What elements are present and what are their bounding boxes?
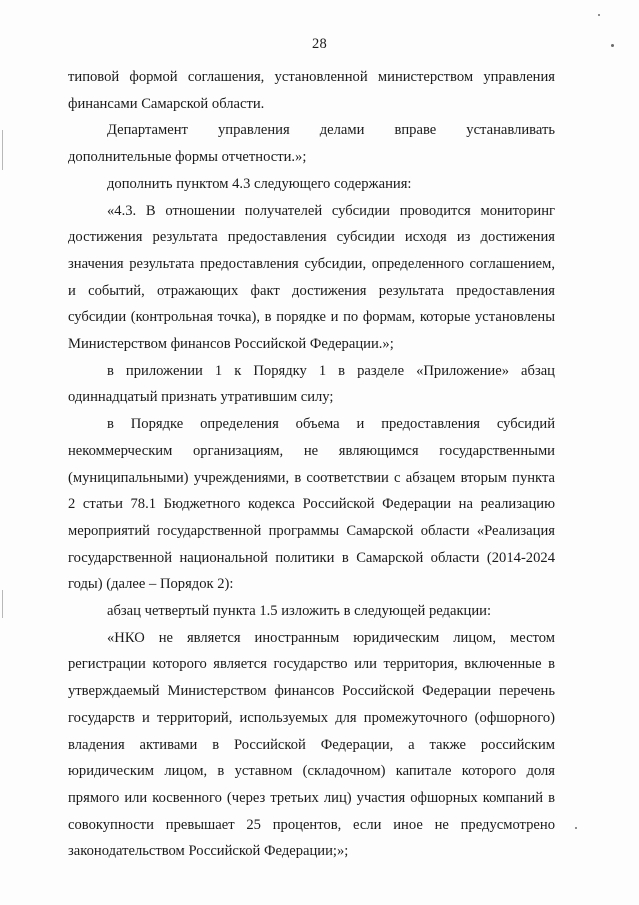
paragraph-add-clause: дополнить пунктом 4.3 следующего содержания: xyxy=(107,175,412,192)
paragraph-procedure-2: в Порядке определения объема и предоставления субсидий некоммерческим организациям, не являющимся государственными (муниципальными) учреждениями, в соответствии с абзацем вторым пункта 2 статьи 78.1 Бюджетного кодекса Российской Федерации на реализацию мероприятий государственной программы Самарской области «Реализация государственной национальной политики в Самарской области (2014-2024 годы) (далее – Порядок 2): xyxy=(68,416,555,593)
paragraph-appendix-1: в приложении 1 к Порядку 1 в разделе «Приложение» абзац одиннадцатый признать утратившим силу; xyxy=(68,362,555,406)
scan-speck xyxy=(598,14,600,16)
paragraph-continuation: типовой формой соглашения, установленной министерством управления финансами Самарской области. xyxy=(68,69,555,112)
scan-speck xyxy=(575,827,577,829)
paragraph-nko-offshore: «НКО не является иностранным юридическим лицом, местом регистрации которого является государство или территория, включенные в утверждаемый Министерством финансов Российской Федерации перечень государств и территорий, используемых для промежуточного (офшорного) владения активами в Российской Федерации, а также российским юридическим лицом, в уставном (складочном) капитале которого доля прямого или косвенного (через третьих лиц) участия офшорных компаний в совокупности превышает 25 процентов, если иное не предусмотрено законодательством Российской Федерации;»; xyxy=(68,629,555,860)
page-number: 28 xyxy=(312,36,327,52)
paragraph-department-forms: Департамент управления делами вправе устанавливать дополнительные формы отчетности.»; xyxy=(68,122,555,166)
document-body xyxy=(68,64,555,865)
scan-speck xyxy=(611,44,614,47)
scan-edge-mark xyxy=(2,130,3,170)
scan-edge-mark xyxy=(2,590,3,618)
paragraph-clause-1-5: абзац четвертый пункта 1.5 изложить в следующей редакции: xyxy=(107,603,492,620)
paragraph-clause-4-3: «4.3. В отношении получателей субсидии проводится мониторинг достижения результата предоставления субсидии исходя из достижения значения результата предоставления субсидии, определенного соглашением, и событий, отражающих факт достижения результата предоставления субсидии (контрольная точка), в порядке и по формам, которые установлены Министерством финансов Российской Федерации.»; xyxy=(68,202,555,353)
